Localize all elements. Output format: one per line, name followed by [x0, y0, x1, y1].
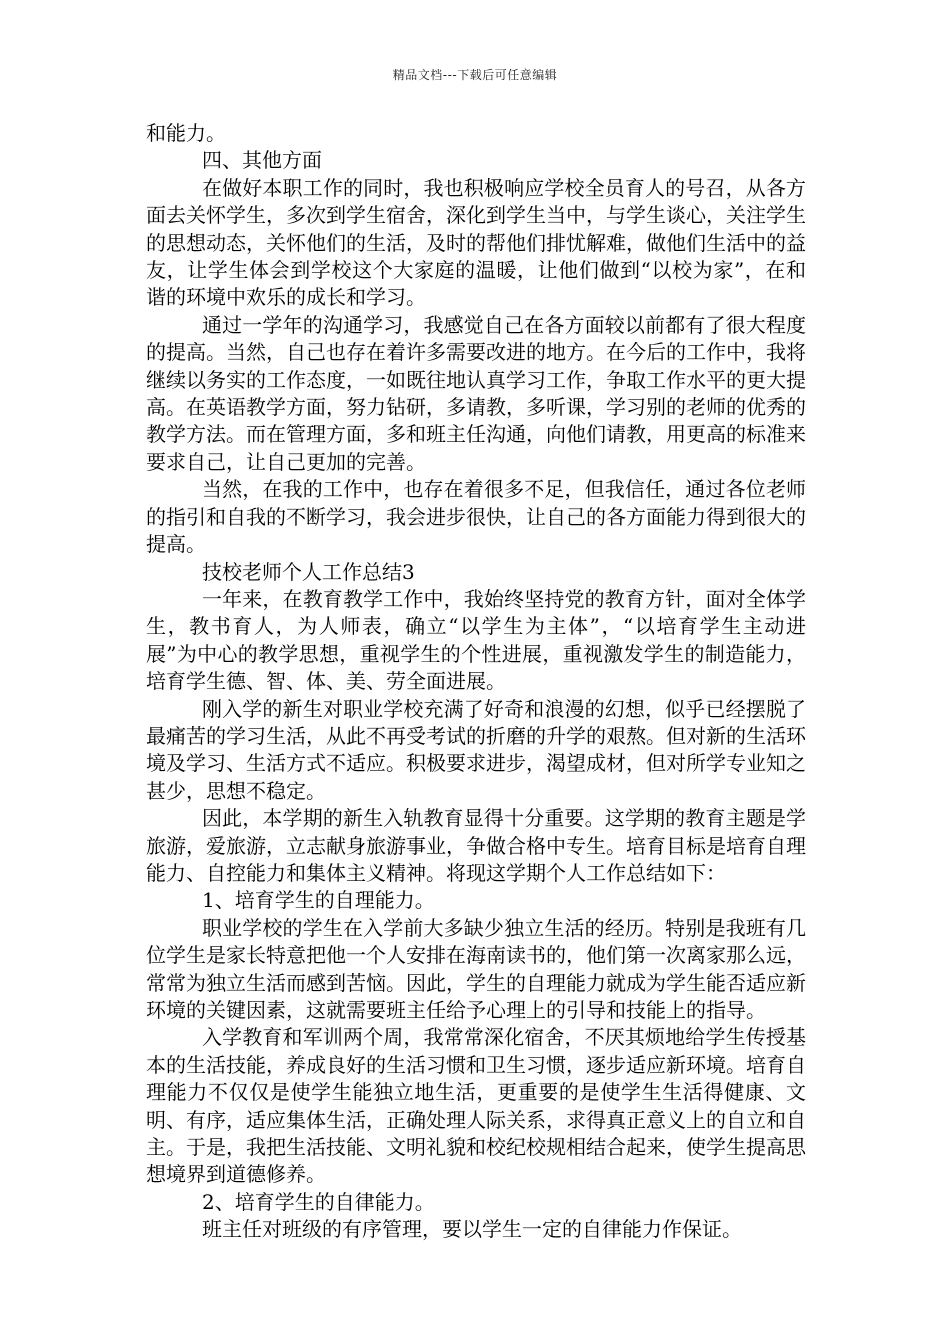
paragraph: 刚入学的新生对职业学校充满了好奇和浪漫的幻想，似乎已经摆脱了最痛苦的学习生活，从此不再受考试的折磨的升学的艰熬。但对新的生活环境及学习、生活方式不适应。积极要求进步，渴望成材，但对所学专业知之甚少，思想不稳定。 — [146, 696, 806, 803]
paragraph: 职业学校的学生在入学前大多缺少独立生活的经历。特别是我班有几位学生是家长特意把他一个人安排在海南读书的，他们第一次离家那么远，常常为独立生活而感到苦恼。因此，学生的自理能力就成为学生能否适应新环境的关键因素，这就需要班主任给予心理上的引导和技能上的指导。 — [146, 915, 806, 1022]
paragraph: 班主任对班级的有序管理，要以学生一定的自律能力作保证。 — [202, 1217, 742, 1242]
document-body — [146, 120, 806, 1244]
subheading-self-care: 1、培育学生的自理能力。 — [202, 888, 435, 913]
paragraph: 在做好本职工作的同时，我也积极响应学校全员育人的号召，从各方面去关怀学生，多次到学生宿舍，深化到学生当中，与学生谈心，关注学生的思想动态，关怀他们的生活，及时的帮他们排忧解难，做他们生活中的益友，让学生体会到学校这个大家庭的温暖，让他们做到“以校为家”，在和谐的环境中欢乐的成长和学习。 — [146, 175, 806, 310]
paragraph: 当然，在我的工作中，也存在着很多不足，但我信任，通过各位老师的指引和自我的不断学习，我会进步很快，让自己的各方面能力得到很大的提高。 — [146, 477, 806, 557]
page-header: 精品文档---下载后可任意编辑 — [392, 68, 558, 82]
section-title-summary-3: 技校老师个人工作总结3 — [202, 559, 415, 584]
subheading-self-discipline: 2、培育学生的自律能力。 — [202, 1189, 435, 1214]
paragraph: 入学教育和军训两个周，我常常深化宿舍，不厌其烦地给学生传授基本的生活技能，养成良好的生活习惯和卫生习惯，逐步适应新环境。培育自理能力不仅仅是使学生能独立地生活，更重要的是使学生生活得健康、文明、有序，适应集体生活，正确处理人际关系，求得真正意义上的自立和自主。于是，我把生活技能、文明礼貌和校纪校规相结合起来，使学生提高思想境界到道德修养。 — [146, 1025, 806, 1187]
section-heading-other-aspects: 四、其他方面 — [202, 148, 322, 173]
paragraph: 通过一学年的沟通学习，我感觉自己在各方面较以前都有了很大程度的提高。当然，自己也存在着许多需要改进的地方。在今后的工作中，我将继续以务实的工作态度，一如既往地认真学习工作，争取工作水平的更大提高。在英语教学方面，努力钻研，多请教，多听课，学习别的老师的优秀的教学方法。而在管理方面，多和班主任沟通，向他们请教，用更高的标准来要求自己，让自己更加的完善。 — [146, 312, 806, 474]
paragraph: 因此，本学期的新生入轨教育显得十分重要。这学期的教育主题是学旅游，爱旅游，立志献身旅游事业，争做合格中专生。培育目标是培育自理能力、自控能力和集体主义精神。将现这学期个人工作总结如下： — [146, 806, 806, 885]
paragraph: 一年来，在教育教学工作中，我始终坚持党的教育方针，面对全体学生，教书育人，为人师表，确立“以学生为主体”，“以培育学生主动进展”为中心的教学思想，重视学生的个性进展，重视激发学生的制造能力，培育学生德、智、体、美、劳全面进展。 — [146, 586, 806, 694]
paragraph-continuation: 和能力。 — [146, 121, 226, 145]
